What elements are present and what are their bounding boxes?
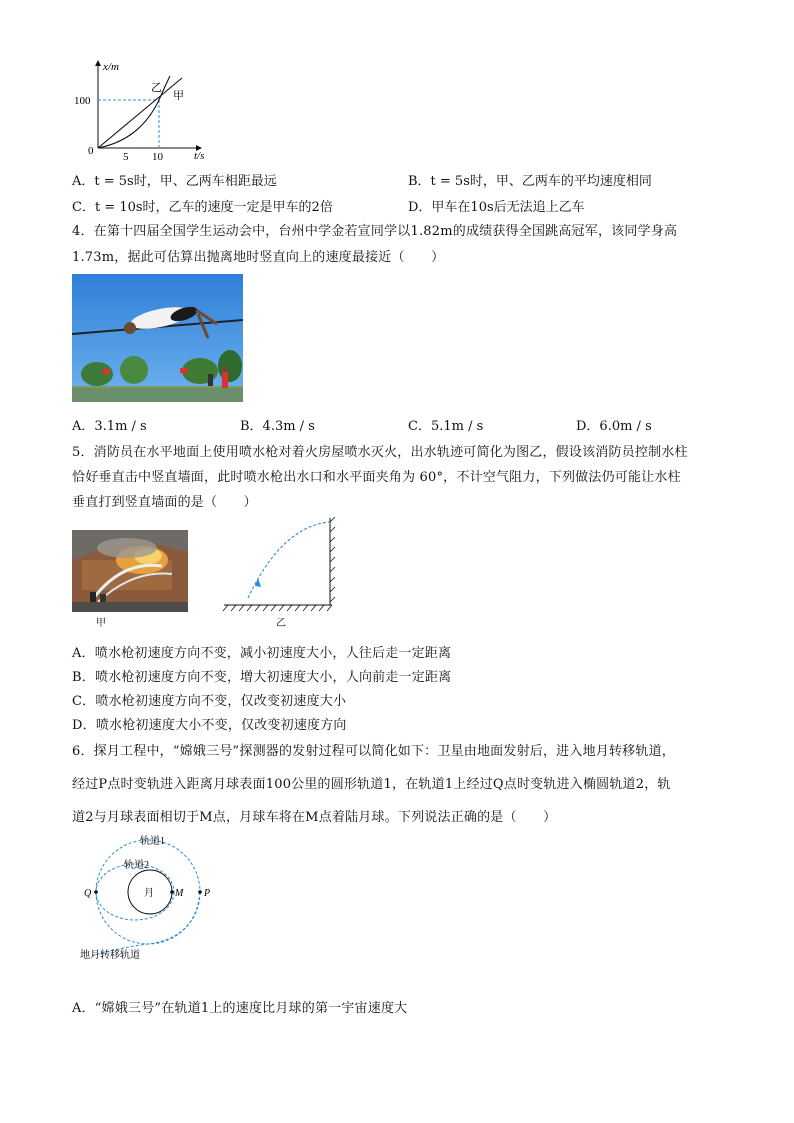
q4-option-b: B．4.3m / s (240, 419, 315, 434)
orbit-2-label: 轨道2 (124, 860, 149, 871)
high-jump-photo (72, 274, 243, 402)
x-axis-label: t/s (194, 150, 205, 162)
q3-option-b: B．t = 5s时，甲、乙两车的平均速度相同 (408, 174, 652, 189)
q5-option-c: C．喷水枪初速度方向不变，仅改变初速度大小 (72, 694, 347, 709)
q4-option-d: D．6.0m / s (576, 419, 652, 434)
fire-photo (72, 530, 188, 612)
orbit-1-label: 轨道1 (140, 836, 165, 847)
q6-stem-line1: 6．探月工程中，“嫦娥三号”探测器的发射过程可以简化如下：卫星由地面发射后，进入地月转移轨道， (72, 744, 675, 759)
point-q-dot (94, 890, 98, 894)
point-m-label: M (175, 888, 184, 899)
q6-stem-line2: 经过P点时变轨进入距离月球表面100公里的圆形轨道1，在轨道1上经过Q点时变轨进入椭圆轨道2，轨 (72, 777, 671, 792)
q6-orbit-diagram (78, 830, 228, 964)
q5-stem-line3: 垂直打到竖直墙面的是（ ） (72, 495, 257, 510)
curve-label-jia: 甲 (173, 90, 184, 102)
q3-option-d: D．甲车在10s后无法追上乙车 (408, 200, 585, 215)
q5-option-a: A．喷水枪初速度方向不变，减小初速度大小，人往后走一定距离 (72, 646, 452, 661)
q5-option-b: B．喷水枪初速度方向不变，增大初速度大小，人向前走一定距离 (72, 670, 452, 685)
q3-xt-graph (70, 56, 210, 164)
q5-stem-line2: 恰好垂直击中竖直墙面，此时喷水枪出水口和水平面夹角为 60°，不计空气阻力，下列做法仍可能让水柱 (72, 470, 681, 485)
y-tick-100: 100 (74, 95, 91, 107)
q3-option-a: A．t = 5s时，甲、乙两车相距最远 (72, 174, 277, 189)
q5-caption-right: 乙 (276, 618, 286, 629)
transfer-orbit-label: 地月转移轨道 (80, 950, 140, 961)
q4-stem-line2: 1.73m，据此可估算出抛离地时竖直向上的速度最接近（ ） (72, 250, 445, 265)
point-p-label: P (204, 888, 211, 899)
x-tick-5: 5 (123, 151, 129, 163)
transfer-orbit (92, 892, 200, 956)
q5-caption-left: 甲 (96, 618, 106, 629)
q3-option-c: C．t = 10s时，乙车的速度一定是甲车的2倍 (72, 200, 333, 215)
q4-option-a: A．3.1m / s (72, 419, 147, 434)
q5-option-d: D．喷水枪初速度大小不变，仅改变初速度方向 (72, 718, 347, 733)
jia-line (98, 78, 182, 148)
q4-option-c: C．5.1m / s (408, 419, 484, 434)
orbit-2 (96, 864, 174, 920)
point-q-label: Q (84, 888, 92, 899)
y-axis-arrow (95, 60, 101, 66)
x-tick-10: 10 (152, 151, 163, 163)
q5-stem-line1: 5．消防员在水平地面上使用喷水枪对着火房屋喷水灭火，出水轨迹可简化为图乙，假设该消防员控制水柱 (72, 445, 688, 460)
q5-trajectory-diagram (220, 516, 336, 612)
moon-label: 月 (144, 888, 154, 899)
q6-stem-line3: 道2与月球表面相切于M点，月球车将在M点着陆月球。下列说法正确的是（ ） (72, 810, 557, 825)
curve-label-yi: 乙 (151, 82, 162, 94)
point-m-dot (170, 890, 174, 894)
y-axis-label: x/m (103, 61, 119, 73)
point-p-dot (198, 890, 202, 894)
q6-option-a: A．“嫦娥三号”在轨道1上的速度比月球的第一宇宙速度大 (72, 1001, 408, 1016)
q4-stem-line1: 4．在第十四届全国学生运动会中，台州中学金若宣同学以1.82m的成绩获得全国跳高冠军，该同学身高 (72, 224, 678, 239)
origin-label: 0 (88, 145, 94, 157)
